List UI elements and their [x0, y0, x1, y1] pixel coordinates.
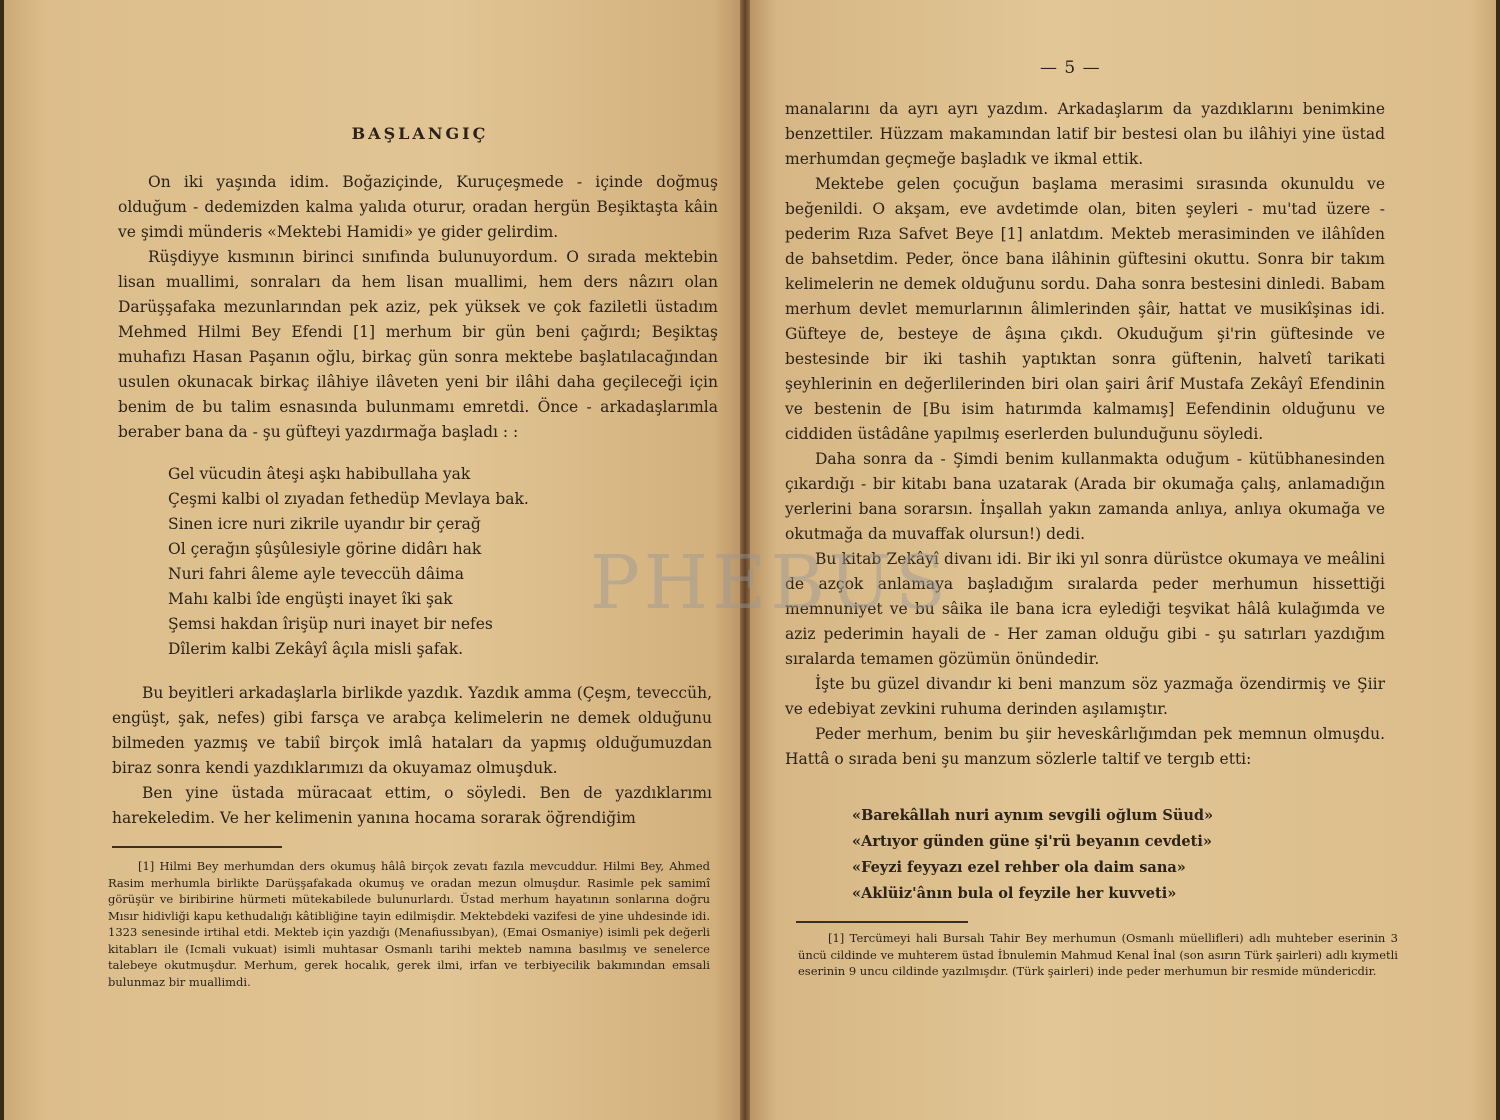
right-paragraph-2: Mektebe gelen çocuğun başlama merasimi sırasında okunuldu ve beğenildi. O akşam, eve avdetimde olan, biten şeyleri - mu'tad üzere - pederim Rıza Safvet Beye [1] anlatdım. Mekteb merasiminden ve ilâhîden de bahsetdim. Peder, önce bana ilâhinin güftesini okuttu. Sonra bir takım kelimelerin ne demek olduğunu sordu. Daha sonra bestesini dinledi. Babam merhum devlet memurlarının âlimlerinden şâir, hattat ve musikîşinas idi. Güfteye de, besteye de âşına çıkdı. Okuduğum şi'rin güftesinde ve bestesinde bir iki tashih yaptıktan sonra güftenin, halvetî tarikati şeyhlerinin en değerlilerinden biri olan şairi ârif Mustafa Zekâyî Efendinin ve bestenin de [Bu isim hatırımda kalmamış] Eefendinin olduğunu ve ciddiden üstâdâne yapılmış eserlerden bulunduğunu söyledi. — [785, 175, 1385, 443]
right-paragraph-5: İşte bu güzel divandır ki beni manzum söz yazmağa özendirmiş ve Şiir ve edebiyat zevkini ruhuma derinden aşılamıştır. — [785, 675, 1385, 718]
right-body — [785, 97, 1385, 772]
quote-line: «Feyzi feyyazı ezel rehber ola daim sana» — [852, 859, 1186, 876]
right-footnote: [1] Tercümeyi hali Bursalı Tahir Bey merhumun (Osmanlı müellifleri) adlı muhteber eserinin 3 üncü cildinde ve muhterem üstad İbnulemin Mahmud Kenal İnal (son asırın Türk şairleri) adlı kıymetli eserinin 9 uncu cildinde yazılmışdır. (Türk şairleri) inde peder merhumun bir resmide mündericdir. — [798, 931, 1398, 978]
left-footnote: [1] Hilmi Bey merhumdan ders okumuş hâlâ birçok zevatı fazıla mevcuddur. Hilmi Bey, Ahmed Rasim merhumla birlikte Darüşşafakada okumuş ve oradan mezun olmuşdur. Rasimle pek samimî görüşür ve biribirine hürmeti mütekabilede bulunurlardı. Üstad merhum hayatının sonlarına doğru Mısır hidivliği kapu kethudalığı kâtibliğine tayin edilmişdir. Mektebdeki vazifesi de yine uhdesinde idi. 1323 senesinde irtihal etdi. Mekteb için yazdığı (Menafiussıbyan), (Emai Osmaniye) isimli pek değerli kitabları ile (Icmali vukuat) isimli muhtasar Osmanlı tarihi mekteb namına basılmış ve senelerce talebeye okutmuşdur. Merhum, gerek hocalık, gerek ilmi, irfan ve terbiyecilik bakımından emsali bulunmaz bir muallimdi. — [108, 859, 710, 989]
quote-line: «Aklüiz'ânın bula ol feyzile her kuvveti» — [852, 885, 1177, 902]
left-body-bottom — [112, 681, 712, 831]
left-footnote-rule — [112, 846, 282, 848]
verse-line: Mahı kalbi îde engüşti inayet îki şak — [168, 590, 453, 608]
phebus-watermark: PHEBUS — [590, 540, 950, 626]
verse-line: Ol çerağın şûşûlesiyle görine didârı hak — [168, 540, 482, 558]
right-edge — [1496, 0, 1500, 1120]
left-edge — [0, 0, 4, 1120]
verse-line: Çeşmi kalbi ol zıyadan fethedüp Mevlaya bak. — [168, 490, 529, 508]
right-paragraph-3: Daha sonra da - Şimdi benim kullanmakta oduğum - kütübhanesinden çıkardığı - bir kitabı bana uzatarak (Arada bir okumağa çalış, anlamadığın yerlerini bana sorarsın. İnşallah yakın zamanda anlıya, anlıya okumağa ve okutmağa da muvaffak olursun!) dedi. — [785, 450, 1385, 543]
verse-line: Gel vücudin âteşi aşkı habibullaha yak — [168, 465, 471, 483]
left-paragraph-3: Bu beyitleri arkadaşlarla birlikde yazdık. Yazdık amma (Çeşm, teveccüh, engüşt, şak, nefes) gibi farsça ve arabça kelimelerin ne demek olduğunu bilmeden yazmış ve tabiî birçok imlâ hataları da yapmış olduğumuzdan biraz sonra kendi yazdıklarımızı da okuyamaz olmuşduk. — [112, 684, 712, 777]
right-paragraph-1: manalarını da ayrı ayrı yazdım. Arkadaşlarım da yazdıklarını benimkine benzettiler. Hüzzam makamından latif bir bestesi olan bu ilâhiyi yine üstad merhumdan geçmeğe başladık ve ikmal ettik. — [785, 100, 1385, 168]
page-number: — 5 — — [1040, 58, 1101, 78]
poem-verse — [168, 462, 529, 662]
left-paragraph-1: On iki yaşında idim. Boğaziçinde, Kuruçeşmede - içinde doğmuş olduğum - dedemizden kalma yalıda oturur, oradan hergün Beşiktaşta kâin ve şimdi münderis «Mektebi Hamidi» ye gider gelirdim. — [118, 173, 718, 241]
left-paragraph-2: Rüşdiyye kısmının birinci sınıfında bulunuyordum. O sırada mektebin lisan muallimi, sonraları da hem lisan muallimi, hem ders nâzırı olan Darüşşafaka mezunlarından pek aziz, pek yüksek ve çok faziletli üstadım Mehmed Hilmi Bey Efendi [1] merhum bir gün beni çağırdı; Beşiktaş muhafızı Hasan Paşanın oğlu, birkaç gün sonra mektebe başlatılacağından usulen okunacak birkaç ilâhiye ilâveten yeni bir ilâhi daha geçileceği için benim de bu talim esnasında bulunmamı emretdi. Önce - arkadaşlarımla beraber bana da - şu güfteyi yazdırmağa başladı : : — [118, 248, 718, 441]
right-paragraph-6: Peder merhum, benim bu şiir heveskârlığımdan pek memnun olmuşdu. Hattâ o sırada beni şu manzum sözlerle taltif ve tergıb etti: — [785, 725, 1385, 768]
verse-line: Şemsi hakdan îrişüp nuri inayet bir nefes — [168, 615, 493, 633]
chapter-title: BAŞLANGIÇ — [351, 124, 489, 143]
verse-line: Sinen icre nuri zikrile uyandır bir çerağ — [168, 515, 481, 533]
verse-line: Nuri fahri âleme ayle teveccüh dâima — [168, 565, 464, 583]
quote-line: «Artıyor günden güne şi'rü beyanın cevdeti» — [852, 833, 1212, 850]
verse-line: Dîlerim kalbi Zekâyî âçıla misli şafak. — [168, 640, 464, 658]
left-body-top — [118, 170, 718, 445]
right-footnote-rule — [796, 921, 968, 923]
quote-line: «Barekâllah nuri aynım sevgili oğlum Süud» — [852, 807, 1214, 824]
right-paragraph-4: Bu kitab Zekâyî divanı idi. Bir iki yıl sonra dürüstce okumaya ve meâlini de azçok anlamaya başladığım sıralarda peder merhumun hissettiği memnuniyet ve bu sâika ile bana icra eylediği teşvikat hâlâ kulağımda ve aziz pederimin hayali de - Her zaman olduğu gibi - şu satırları yazdığım sıralarda temamen gözümün önündedir. — [785, 550, 1385, 668]
father-poem — [852, 803, 1213, 907]
left-paragraph-4: Ben yine üstada müracaat ettim, o söyledi. Ben de yazdıklarımı harekeledim. Ve her kelimenin yanına hocama sorarak öğrendiğim — [112, 784, 712, 827]
